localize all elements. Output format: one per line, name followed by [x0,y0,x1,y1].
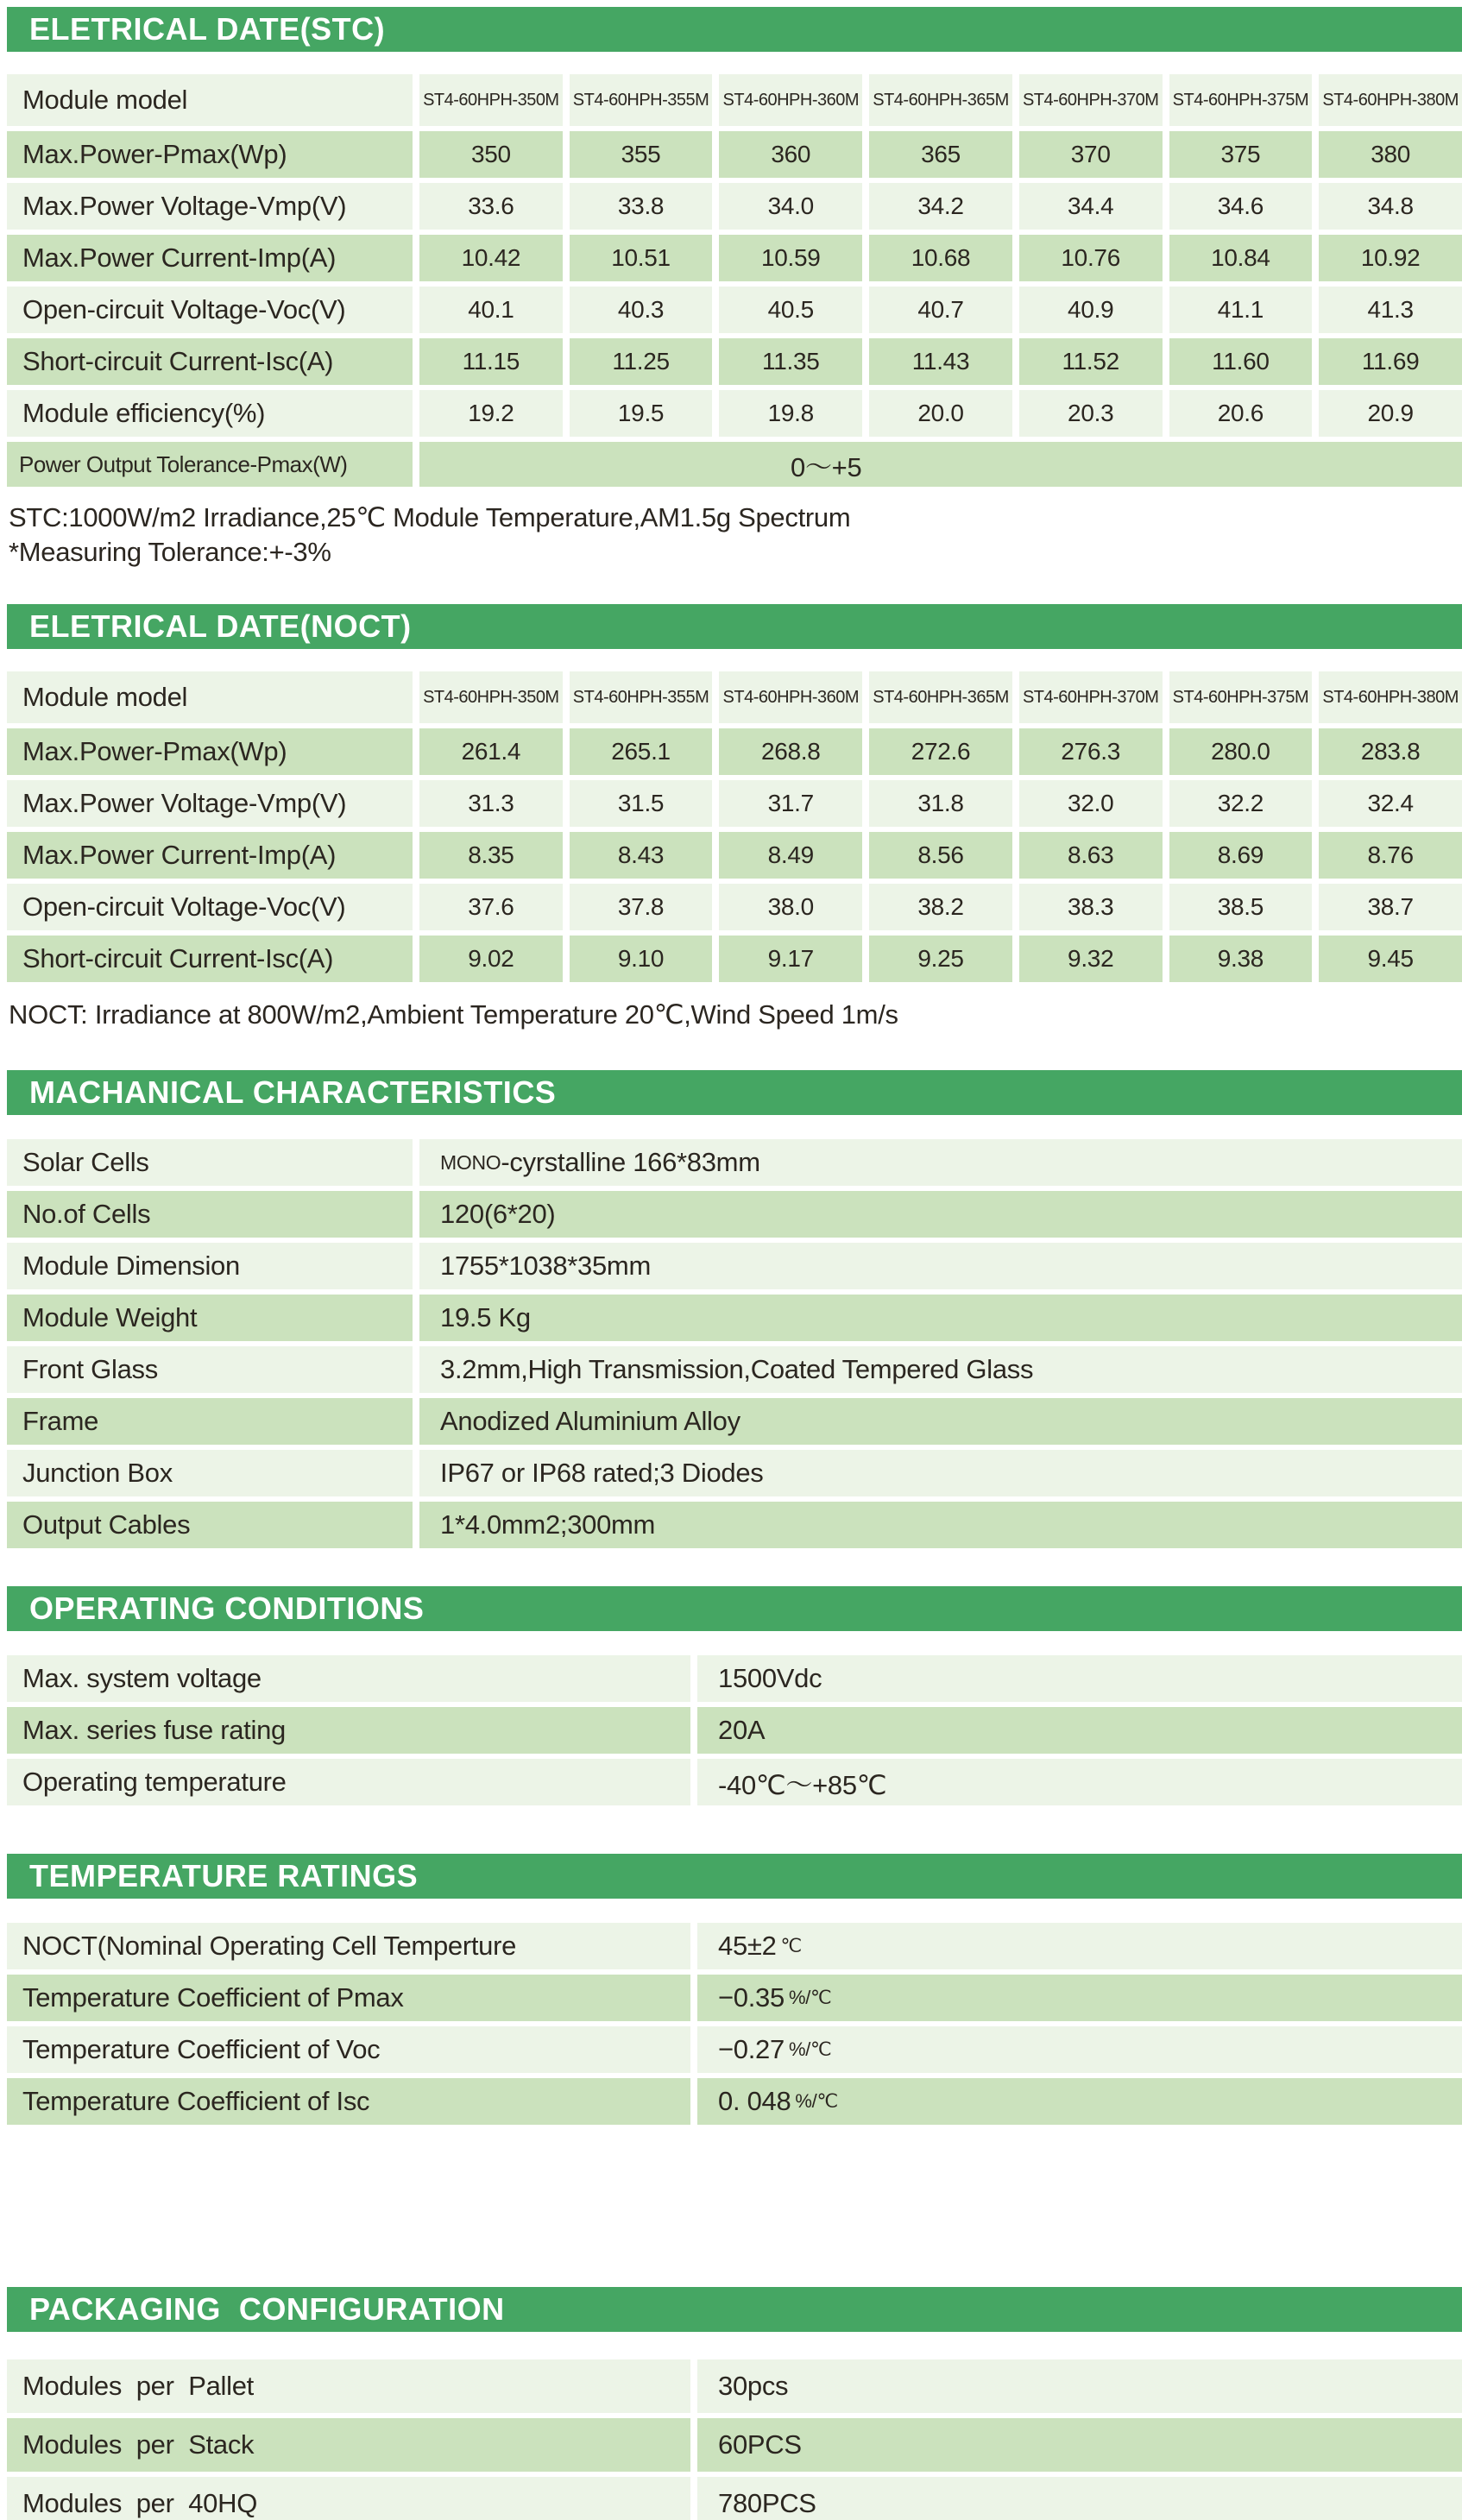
section-header-mechanical [7,1070,1462,1115]
row-label: Modules per Pallet [7,2359,690,2413]
value-cell: 350 [419,131,563,178]
value-cell: IP67 or IP68 rated;3 Diodes [419,1450,1462,1496]
value-cell: 375 [1169,131,1313,178]
row-label: Temperature Coefficient of Isc [7,2078,690,2125]
row-label: No.of Cells [7,1191,413,1238]
value-cell: 38.3 [1019,884,1163,930]
value-cell: 276.3 [1019,728,1163,775]
value-cell: 10.59 [719,235,862,281]
value-cell: 11.69 [1319,338,1462,385]
value-cell: 365 [869,131,1012,178]
value-cell: 9.45 [1319,936,1462,982]
value-cell: 40.7 [869,287,1012,333]
value-cell: 1*4.0mm2;300mm [419,1502,1462,1548]
value-cell: 32.4 [1319,780,1462,827]
row-label: Junction Box [7,1450,413,1496]
corner-cell: Module model [7,671,413,723]
value-cell: 261.4 [419,728,563,775]
value-cell: 1500Vdc [697,1655,1462,1702]
value-cell: 10.92 [1319,235,1462,281]
section-title: MACHANICAL CHARACTERISTICS [29,1074,557,1110]
stc-note [9,501,1462,570]
stc-table [7,74,1462,487]
section-header-stc [7,7,1462,52]
model-header-cell: ST4-60HPH-350M [419,74,563,126]
value-cell: 40.3 [570,287,713,333]
value-cell: 8.43 [570,832,713,879]
value-prefix: MONO [440,1150,501,1174]
value-cell: 9.02 [419,936,563,982]
value-cell: 10.76 [1019,235,1163,281]
value-cell: 11.43 [869,338,1012,385]
model-header-cell: ST4-60HPH-375M [1169,74,1313,126]
row-label: Max.Power Current-Imp(A) [7,832,413,879]
model-header-cell: ST4-60HPH-375M [1169,671,1313,723]
row-label: Module Dimension [7,1243,413,1289]
value-cell: 9.25 [869,936,1012,982]
value-cell: 20A [697,1707,1462,1754]
row-label: Output Cables [7,1502,413,1548]
value-cell: 8.49 [719,832,862,879]
value-cell: 8.63 [1019,832,1163,879]
model-header-cell: ST4-60HPH-370M [1019,74,1163,126]
section-title: ELETRICAL DATE(STC) [29,11,386,47]
value-cell: 41.1 [1169,287,1313,333]
value-cell: 37.6 [419,884,563,930]
row-label: Open-circuit Voltage-Voc(V) [7,884,413,930]
value-cell: 10.42 [419,235,563,281]
value-cell: 3.2mm,High Transmission,Coated Tempered Glass [419,1346,1462,1393]
value-cell: 1755*1038*35mm [419,1243,1462,1289]
value-cell: -40℃～+85℃ [697,1759,1462,1805]
value-cell: 370 [1019,131,1163,178]
value-cell: 31.5 [570,780,713,827]
value-text: −0.35 [718,1982,785,2013]
value-cell: 8.35 [419,832,563,879]
model-header-cell: ST4-60HPH-380M [1319,671,1462,723]
value-cell: 34.8 [1319,183,1462,230]
value-cell: 265.1 [570,728,713,775]
tolerance-row-label: Power Output Tolerance-Pmax(W) [7,442,413,487]
value-cell: 41.3 [1319,287,1462,333]
tolerance-value: 0～+5 [419,442,1462,487]
value-cell: 268.8 [719,728,862,775]
model-header-cell: ST4-60HPH-370M [1019,671,1163,723]
row-label: Temperature Coefficient of Voc [7,2026,690,2073]
value-unit: %/℃ [788,1987,832,2008]
model-header-cell: ST4-60HPH-365M [869,74,1012,126]
value-cell: 120(6*20) [419,1191,1462,1238]
row-label: Front Glass [7,1346,413,1393]
value-cell: 355 [570,131,713,178]
value-cell: 283.8 [1319,728,1462,775]
row-label: Max.Power Voltage-Vmp(V) [7,780,413,827]
value-text: -cyrstalline 166*83mm [501,1147,760,1177]
row-label: Temperature Coefficient of Pmax [7,1975,690,2021]
value-cell: 20.0 [869,390,1012,437]
row-label: Max. system voltage [7,1655,690,1702]
temperature-table [7,1923,1462,2125]
row-label: Max.Power Voltage-Vmp(V) [7,183,413,230]
model-header-cell: ST4-60HPH-360M [719,74,862,126]
value-cell: 38.2 [869,884,1012,930]
packaging-table [7,2359,1462,2520]
corner-cell: Module model [7,74,413,126]
row-label: Max.Power-Pmax(Wp) [7,131,413,178]
value-cell: 40.5 [719,287,862,333]
value-cell: 34.4 [1019,183,1163,230]
value-cell: 380 [1319,131,1462,178]
value-cell: 30pcs [697,2359,1462,2413]
value-cell: 20.6 [1169,390,1313,437]
value-cell: 780PCS [697,2477,1462,2520]
model-header-cell: ST4-60HPH-350M [419,671,563,723]
value-cell: 19.5 [570,390,713,437]
row-label: Operating temperature [7,1759,690,1805]
value-cell: 8.69 [1169,832,1313,879]
value-text: 0. 048 [718,2086,791,2116]
value-cell: 360 [719,131,862,178]
value-cell: 60PCS [697,2418,1462,2472]
value-cell: 20.3 [1019,390,1163,437]
operating-table [7,1655,1462,1805]
value-cell: 34.0 [719,183,862,230]
value-cell: 38.0 [719,884,862,930]
value-cell: 31.8 [869,780,1012,827]
value-cell: 34.6 [1169,183,1313,230]
value-cell: 38.7 [1319,884,1462,930]
value-cell: 8.76 [1319,832,1462,879]
value-cell: 9.17 [719,936,862,982]
section-title: ELETRICAL DATE(NOCT) [29,608,412,644]
stc-note-line-2: *Measuring Tolerance:+-3% [9,537,331,567]
value-cell: 10.51 [570,235,713,281]
row-label: Module efficiency(%) [7,390,413,437]
value-cell: 38.5 [1169,884,1313,930]
section-header-temperature [7,1854,1462,1899]
row-label: Short-circuit Current-Isc(A) [7,936,413,982]
model-header-cell: ST4-60HPH-355M [570,671,713,723]
noct-table [7,671,1462,982]
value-cell: 32.2 [1169,780,1313,827]
section-title: PACKAGING CONFIGURATION [29,2291,505,2327]
row-label: Short-circuit Current-Isc(A) [7,338,413,385]
section-title: OPERATING CONDITIONS [29,1591,425,1626]
value-cell: 31.7 [719,780,862,827]
model-header-cell: ST4-60HPH-360M [719,671,862,723]
value-cell [697,1923,1462,1969]
value-cell: 34.2 [869,183,1012,230]
value-cell: 10.84 [1169,235,1313,281]
value-unit: ℃ [780,1935,802,1956]
value-cell: 32.0 [1019,780,1163,827]
row-label: Open-circuit Voltage-Voc(V) [7,287,413,333]
value-cell: 33.6 [419,183,563,230]
row-label: Module Weight [7,1295,413,1341]
value-cell [697,2078,1462,2125]
value-cell: 272.6 [869,728,1012,775]
value-cell: 9.10 [570,936,713,982]
value-cell [697,1975,1462,2021]
value-cell: 19.8 [719,390,862,437]
value-text: −0.27 [718,2034,785,2064]
row-label: Modules per 40HQ [7,2477,690,2520]
row-label: Solar Cells [7,1139,413,1186]
row-label: Max.Power Current-Imp(A) [7,235,413,281]
row-label: Modules per Stack [7,2418,690,2472]
value-cell: 9.32 [1019,936,1163,982]
value-cell: 11.25 [570,338,713,385]
model-header-cell: ST4-60HPH-365M [869,671,1012,723]
value-cell: 33.8 [570,183,713,230]
value-cell: 40.1 [419,287,563,333]
value-cell: 11.60 [1169,338,1313,385]
value-cell [697,2026,1462,2073]
row-label: NOCT(Nominal Operating Cell Temperture [7,1923,690,1969]
value-unit: %/℃ [795,2090,838,2112]
value-cell: 37.8 [570,884,713,930]
noct-note: NOCT: Irradiance at 800W/m2,Ambient Temperature 20℃,Wind Speed 1m/s [9,999,898,1030]
model-header-cell: ST4-60HPH-355M [570,74,713,126]
section-header-noct [7,604,1462,649]
value-cell: 40.9 [1019,287,1163,333]
section-title: TEMPERATURE RATINGS [29,1858,419,1893]
row-label: Max. series fuse rating [7,1707,690,1754]
value-cell: 11.52 [1019,338,1163,385]
value-cell: 31.3 [419,780,563,827]
section-header-packaging [7,2287,1462,2332]
value-cell: 9.38 [1169,936,1313,982]
value-cell: 20.9 [1319,390,1462,437]
value-cell: 11.15 [419,338,563,385]
value-cell: 8.56 [869,832,1012,879]
value-cell: 10.68 [869,235,1012,281]
mechanical-table [7,1139,1462,1548]
model-header-cell: ST4-60HPH-380M [1319,74,1462,126]
value-unit: %/℃ [788,2038,832,2060]
row-label: Frame [7,1398,413,1445]
value-cell: 19.5 Kg [419,1295,1462,1341]
section-header-operating [7,1586,1462,1631]
value-text: 45±2 [718,1931,777,1961]
stc-note-line-1: STC:1000W/m2 Irradiance,25℃ Module Temperature,AM1.5g Spectrum [9,502,851,532]
value-cell: Anodized Aluminium Alloy [419,1398,1462,1445]
row-label: Max.Power-Pmax(Wp) [7,728,413,775]
value-cell: 19.2 [419,390,563,437]
value-cell: 11.35 [719,338,862,385]
value-cell [419,1139,1462,1186]
value-cell: 280.0 [1169,728,1313,775]
